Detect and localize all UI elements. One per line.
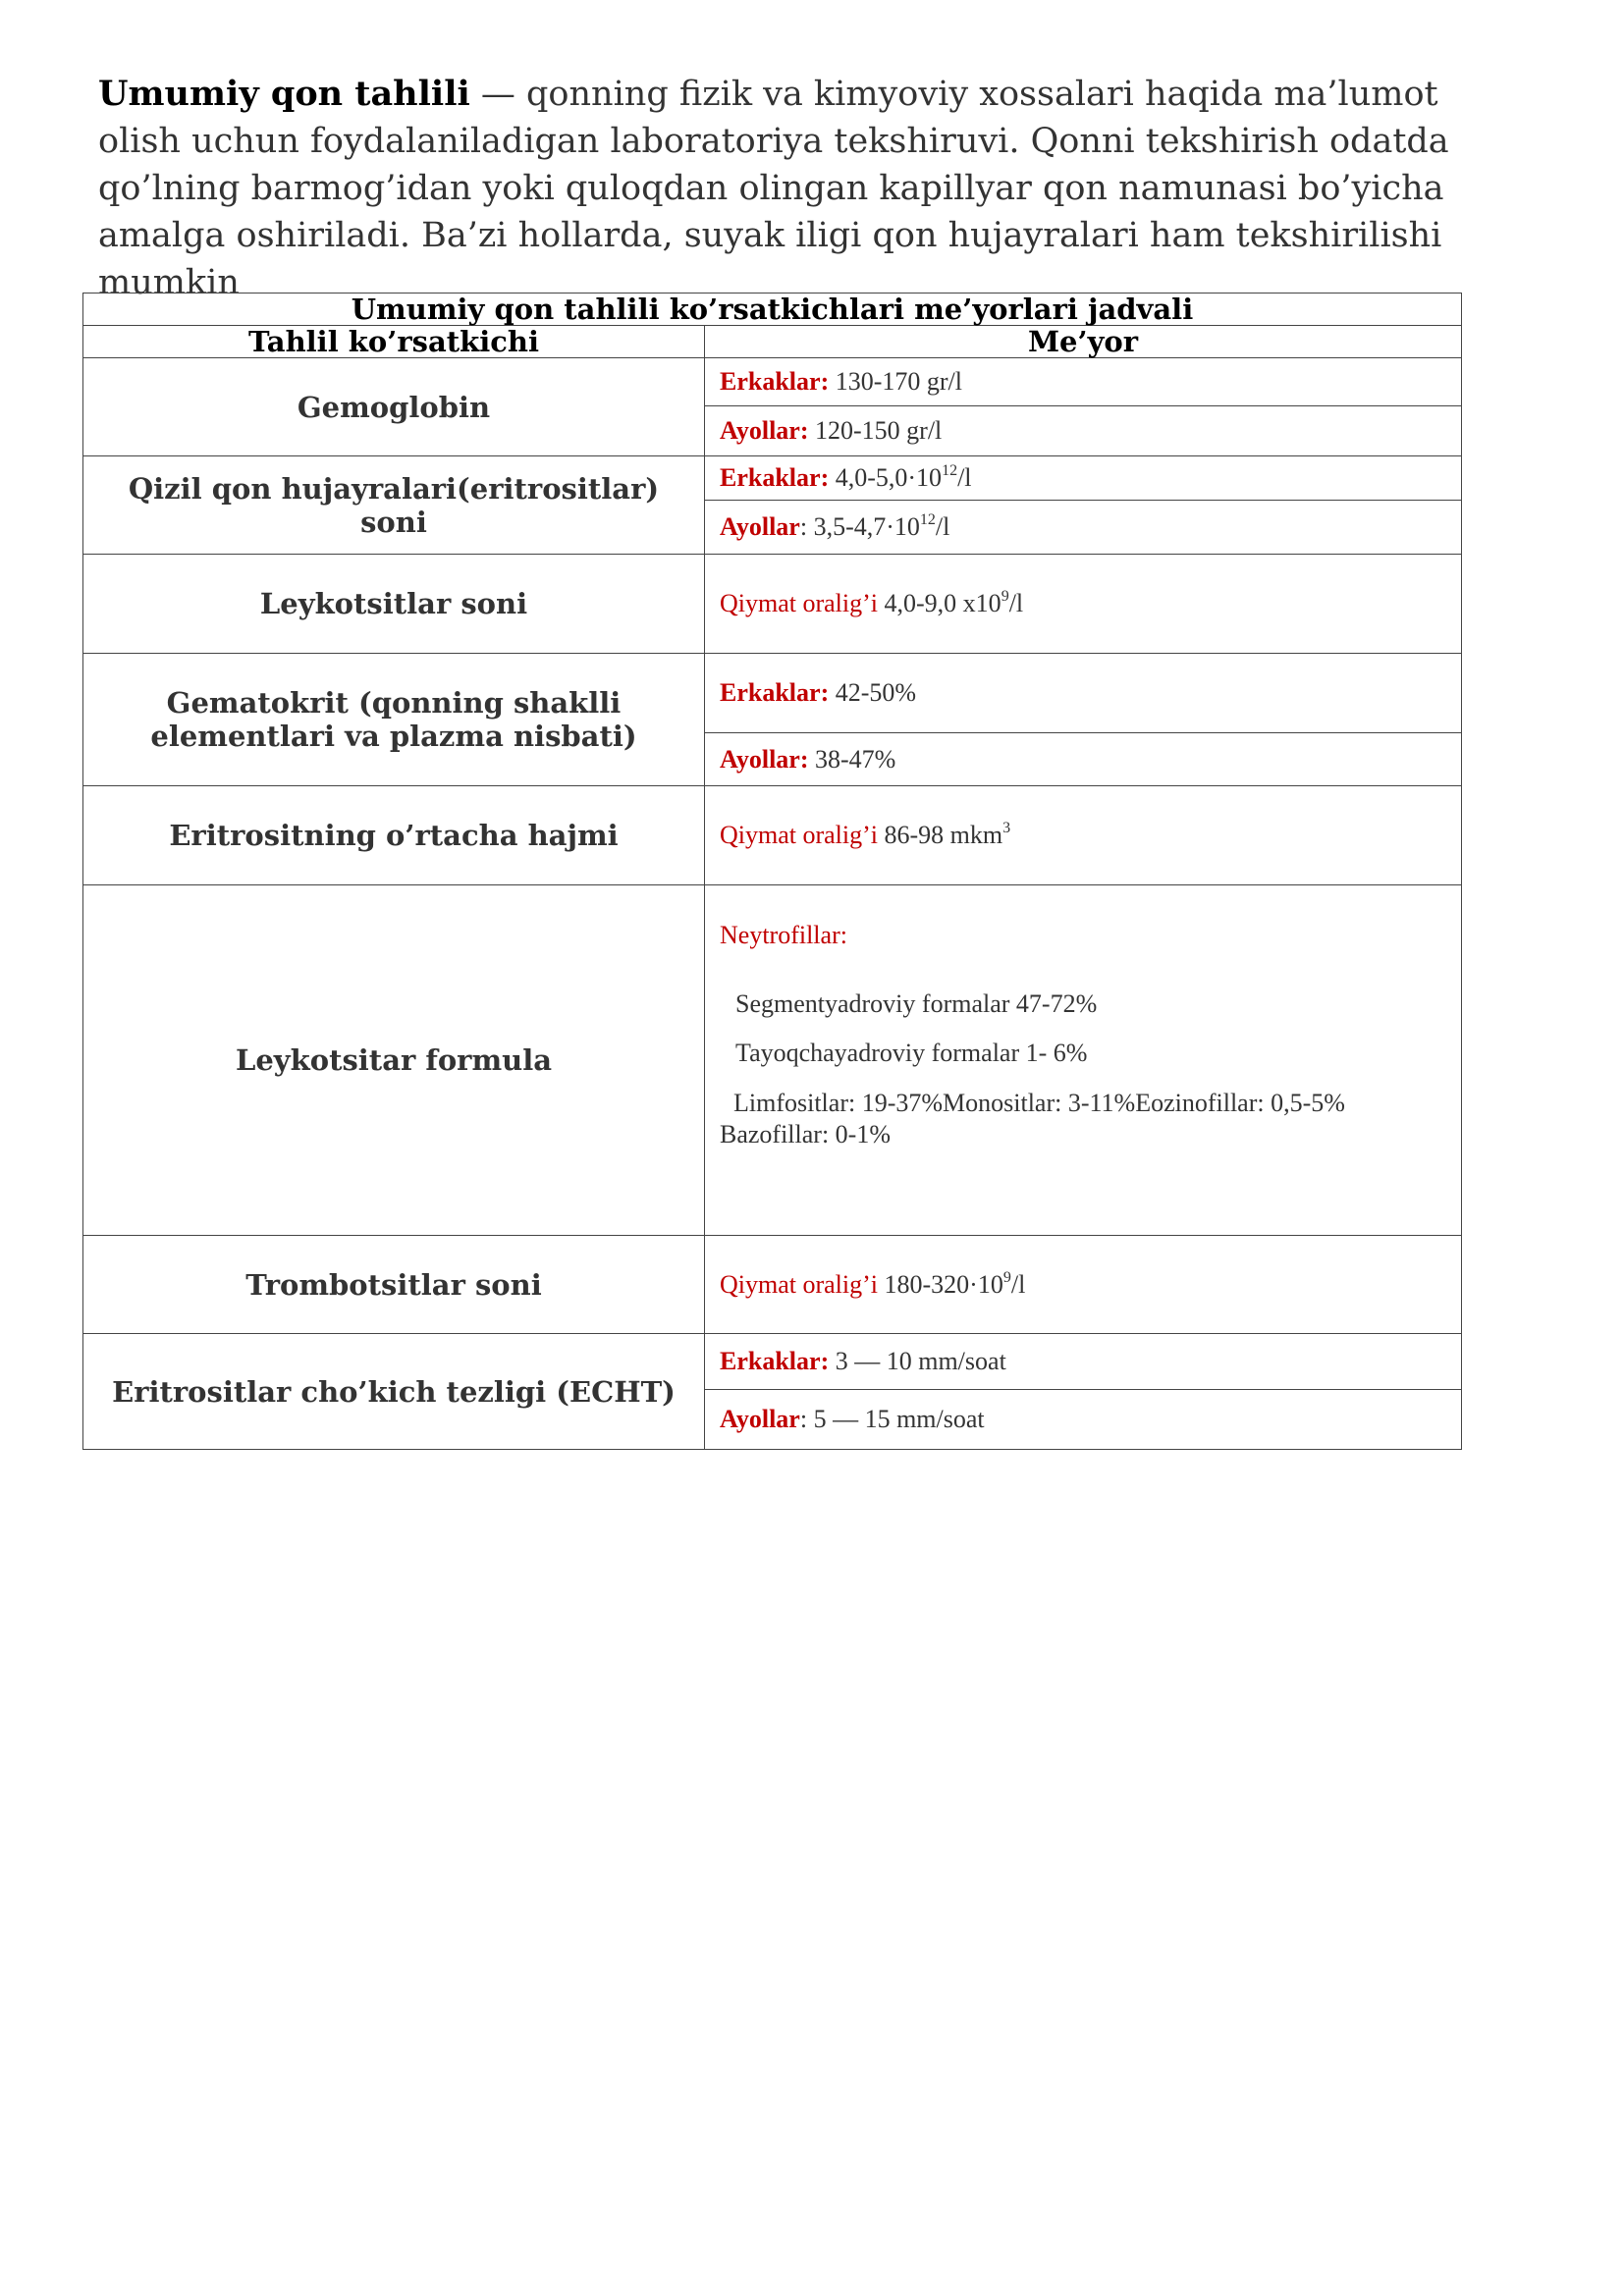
table-row-platelets [83, 1236, 1462, 1334]
norm-hemoglobin-men [705, 358, 1462, 406]
norm-exponent: 9 [1001, 588, 1009, 605]
neutrophils-label: Neytrofillar: [720, 921, 847, 949]
table-row-mcv [83, 786, 1462, 885]
women-label: Ayollar: [720, 416, 809, 446]
women-label: Ayollar [720, 512, 800, 541]
norm-rbc-men [705, 456, 1462, 501]
other-cells-line1: Limfositlar: 19-37%Monositlar: 3-11%Eozinofillar: 0,5-5% [733, 1089, 1345, 1117]
indicator-rbc: Qizil qon hujayralari(eritrositlar) soni [83, 456, 705, 555]
norm-exponent: 12 [942, 462, 958, 479]
norm-hematocrit-women [705, 733, 1462, 786]
intro-paragraph [98, 71, 1492, 306]
norm-exponent: 12 [919, 511, 936, 528]
table-row-hemoglobin [83, 358, 1462, 406]
men-label: Erkaklar: [720, 1347, 830, 1375]
norm-value: 86-98 mkm [878, 821, 1003, 849]
norm-rbc-women [705, 501, 1462, 555]
norm-wbc [705, 555, 1462, 654]
col-header-indicator: Tahlil ko’rsatkichi [83, 326, 705, 358]
norm-value: 120-150 gr/l [808, 416, 943, 446]
segmented-forms: Segmentyadroviy formalar 47-72% [735, 989, 1098, 1018]
norm-exponent: 9 [1002, 1268, 1011, 1286]
men-label: Erkaklar: [720, 678, 830, 707]
indicator-hemoglobin: Gemoglobin [83, 358, 705, 456]
women-label: Ayollar: [720, 744, 809, 774]
range-label: Qiymat oralig’i [720, 821, 879, 849]
norm-value: 180-320·10 [878, 1269, 1003, 1299]
table-caption: Umumiy qon tahlili ko’rsatkichlari me’yorlari jadvali [83, 294, 1462, 326]
norm-unit: /l [1008, 589, 1024, 617]
indicator-platelets: Trombotsitlar soni [83, 1236, 705, 1334]
norm-value: 38-47% [808, 744, 896, 774]
norm-esr-women [705, 1390, 1462, 1450]
table-row-formula [83, 885, 1462, 1236]
men-label: Erkaklar: [720, 463, 830, 492]
range-label: Qiymat oralig’i [720, 589, 879, 617]
norm-exponent: 3 [1002, 820, 1011, 836]
norm-value: 4,0-5,0·10 [829, 463, 943, 492]
other-cells-line2: Bazofillar: 0-1% [720, 1120, 891, 1148]
indicator-wbc: Leykotsitlar soni [83, 555, 705, 654]
norm-value: 42-50% [829, 678, 917, 707]
blood-norms-table [82, 293, 1462, 1450]
table-row-hematocrit [83, 654, 1462, 733]
norm-unit: /l [957, 463, 972, 492]
men-label: Erkaklar: [720, 367, 830, 397]
norm-formula [705, 885, 1462, 1236]
norm-unit: /l [1010, 1269, 1026, 1299]
women-label: Ayollar [720, 1405, 800, 1433]
range-label: Qiymat oralig’i [720, 1269, 879, 1299]
norm-hemoglobin-women [705, 406, 1462, 456]
norm-unit: /l [935, 512, 950, 541]
norm-esr-men [705, 1334, 1462, 1390]
indicator-esr: Eritrositlar cho’kich tezligi (ECHT) [83, 1334, 705, 1450]
table-row-esr [83, 1334, 1462, 1390]
table-row-rbc [83, 456, 1462, 501]
norm-value: : 5 — 15 mm/soat [799, 1405, 985, 1433]
norm-platelets [705, 1236, 1462, 1334]
norm-mcv [705, 786, 1462, 885]
indicator-hematocrit: Gematokrit (qonning shaklli elementlari va plazma nisbati) [83, 654, 705, 786]
norm-value: 130-170 gr/l [829, 367, 962, 397]
table-row-wbc [83, 555, 1462, 654]
intro-text: — qonning fizik va kimyoviy xossalari haqida ma’lumot olish uchun foydalaniladigan laboratoriya tekshiruvi. Qonni tekshirish odatda qo’lning barmog’idan yoki quloqdan olingan kapillyar qon namunasi bo’yicha amalga oshiriladi. Ba’zi hollarda, suyak iligi qon hujayralari ham tekshirilishi mumkin [98, 75, 1449, 302]
col-header-norm: Me’yor [705, 326, 1462, 358]
norm-hematocrit-men [705, 654, 1462, 733]
indicator-formula: Leykotsitar formula [83, 885, 705, 1236]
norm-value: 4,0-9,0 x10 [878, 589, 1001, 617]
intro-term: Umumiy qon tahlili [98, 74, 470, 114]
indicator-mcv: Eritrositning o’rtacha hajmi [83, 786, 705, 885]
band-forms: Tayoqchayadroviy formalar 1- 6% [735, 1039, 1088, 1067]
norm-value: 3 — 10 mm/soat [829, 1347, 1006, 1375]
norm-value: : 3,5-4,7·10 [799, 512, 920, 541]
